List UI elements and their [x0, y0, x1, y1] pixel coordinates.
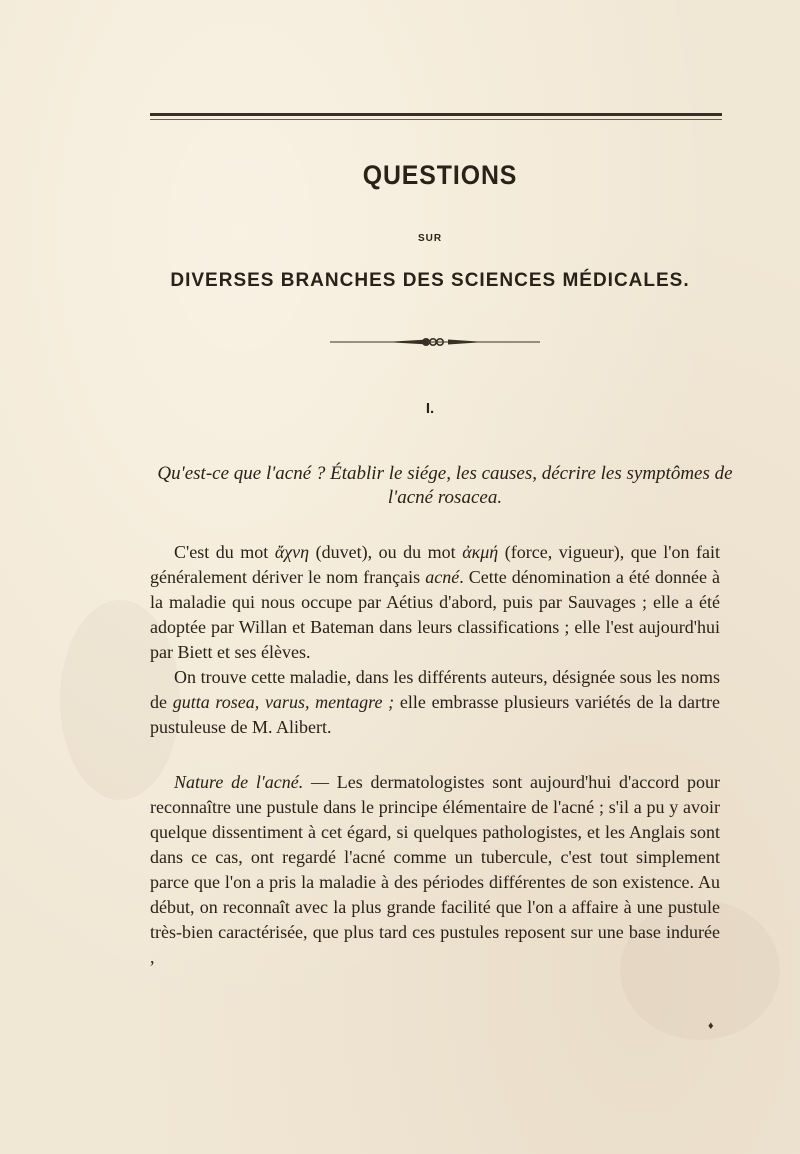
top-rule-thin: [150, 119, 722, 120]
text-run: (duvet), ou du mot: [309, 542, 463, 562]
footer-mark: ♦: [708, 1020, 714, 1032]
text-run: C'est du mot: [174, 542, 275, 562]
synonym-names: gutta rosea, varus, mentagre ;: [172, 692, 395, 712]
text-run: (force, vigueur), que l'on fait généralement dériver le nom français: [150, 542, 720, 587]
term-acne: acné: [425, 567, 460, 587]
text-run: elle embrasse plusieurs variétés de la dartre pustuleuse de M. Alibert.: [150, 692, 720, 737]
section-question: Qu'est-ce que l'acné ? Établir le siége, les causes, décrire les symptômes de l'acné rosacea.: [157, 463, 733, 508]
paragraph-etymology: [150, 540, 720, 665]
body-paragraphs-1: [150, 540, 720, 740]
title-connector: SUR: [417, 233, 443, 244]
text-run: . Cette dénomination a été donnée à la maladie qui nous occupe par Aétius d'abord, puis par Sauvages ; elle a été adoptée par Willan et Bateman dans leurs classifications ; elle l'est aujourd'hui par Biett et ses élèves.: [150, 567, 720, 662]
text-run: — Les dermatologistes sont aujourd'hui d'accord pour reconnaître une pustule dans le principe élémentaire de l'acné ; s'il a pu y avoir quelque dissentiment à cet égard, si quelques pathologistes, et les Anglais sont dans ce cas, ont regardé l'acné comme un tubercule, c'est tout simplement parce que l'on a pris la maladie à des périodes différentes de son existence. Au début, on reconnaît avec la plus grande facilité que l'on a affaire à une pustule très-bien caractérisée, que plus tard ces pustules reposent sur une base indurée ,: [150, 772, 720, 967]
text-run: On trouve cette maladie, dans les différents auteurs, désignée sous les noms de: [150, 667, 720, 712]
greek-word: ἄχνη: [274, 542, 310, 562]
body-paragraphs-2: [150, 770, 720, 970]
top-rule-thick: [150, 113, 722, 116]
section-numeral: I.: [425, 400, 435, 417]
greek-word: ἀκμή: [462, 542, 499, 562]
ornament-divider-icon: [330, 334, 540, 350]
page-subtitle: DIVERSES BRANCHES DES SCIENCES MÉDICALES.: [170, 270, 690, 291]
page-title: QUESTIONS: [362, 160, 518, 190]
paragraph-nature: [150, 770, 720, 970]
subsection-heading: Nature de l'acné.: [174, 772, 304, 792]
paragraph-synonyms: [150, 665, 720, 740]
